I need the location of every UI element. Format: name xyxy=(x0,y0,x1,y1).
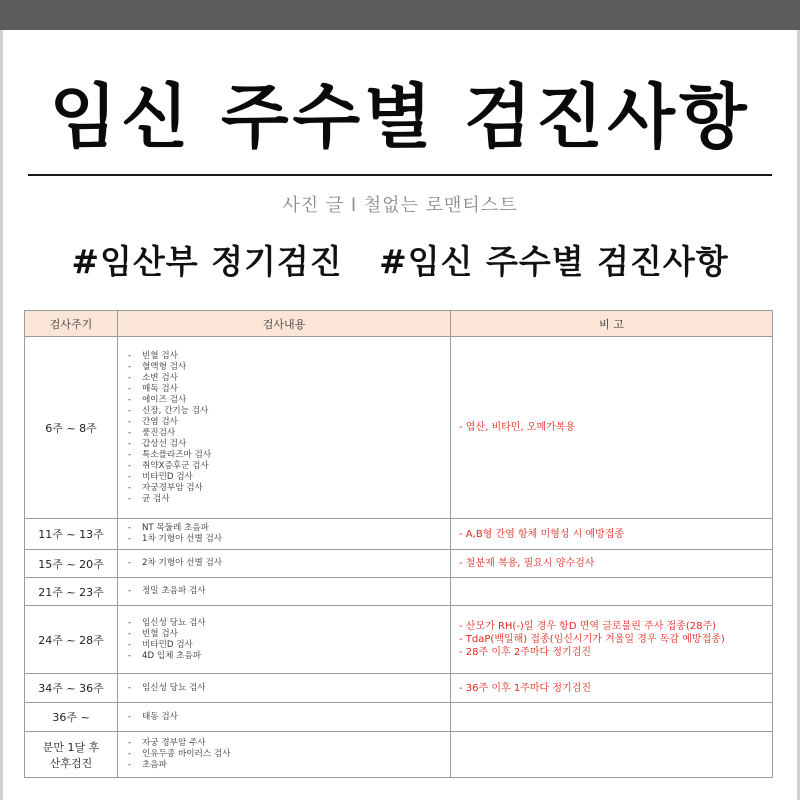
exam-list xyxy=(128,712,450,723)
notes-cell xyxy=(451,337,773,519)
exam-item: - 1차 기형아 선별 검사 xyxy=(128,534,450,545)
column-header-exams: 검사내용 xyxy=(118,311,451,337)
exam-item: - 임신성 당뇨 검사 xyxy=(128,683,450,694)
exam-item: - 태동 검사 xyxy=(128,712,450,723)
exam-item: - 간염 검사 xyxy=(128,417,450,428)
exam-list xyxy=(128,523,450,545)
exams-cell xyxy=(118,550,451,578)
exam-item: - 비타민D 검사 xyxy=(128,472,450,483)
top-bar xyxy=(0,0,800,30)
exam-list xyxy=(128,586,450,597)
period-cell xyxy=(25,519,118,550)
column-header-period: 검사주기 xyxy=(25,311,118,337)
exam-item: - 자궁경부암 검사 xyxy=(128,483,450,494)
note-list xyxy=(459,682,772,695)
exam-list xyxy=(128,558,450,569)
note-item: - 28주 이후 2주마다 정기검진 xyxy=(459,646,772,659)
note-item: - 철분제 복용, 필요시 양수검사 xyxy=(459,557,772,570)
note-list xyxy=(459,528,772,541)
period-cell xyxy=(25,578,118,606)
period-cell xyxy=(25,337,118,519)
period-label: 24주 ~ 28주 xyxy=(38,633,104,647)
period-label: 6주 ~ 8주 xyxy=(45,421,97,435)
note-item: - TdaP(백일해) 접종(임신시기가 겨울일 경우 독감 예방접종) xyxy=(459,633,772,646)
exam-list xyxy=(128,618,450,662)
exams-cell xyxy=(118,519,451,550)
exam-item: - 빈혈 검사 xyxy=(128,351,450,362)
period-label: 15주 ~ 20주 xyxy=(38,557,104,571)
period-label: 산후검진 xyxy=(49,756,93,770)
hashtag: #임신 주수별 검진사항 xyxy=(379,242,729,281)
exam-list xyxy=(128,683,450,694)
notes-cell xyxy=(451,550,773,578)
note-list xyxy=(459,557,772,570)
period-label: 11주 ~ 13주 xyxy=(38,528,104,541)
table-row xyxy=(25,337,773,519)
exams-cell xyxy=(118,578,451,606)
exams-cell xyxy=(118,606,451,674)
table-row xyxy=(25,732,773,778)
note-item: - 36주 이후 1주마다 정기검진 xyxy=(459,682,772,695)
exam-item: - 톡소플라즈마 검사 xyxy=(128,450,450,461)
note-list xyxy=(459,421,772,434)
column-header-notes: 비 고 xyxy=(451,311,773,337)
exam-item: - 빈혈 검사 xyxy=(128,629,450,640)
title-divider xyxy=(28,174,772,176)
exam-item: - 비타민D 검사 xyxy=(128,640,450,651)
notes-cell xyxy=(451,606,773,674)
note-list xyxy=(459,620,772,659)
photo-credit: 사진 글 l 철없는 로맨티스트 xyxy=(282,195,518,216)
notes-cell xyxy=(451,703,773,732)
exam-item: - 초음파 xyxy=(128,760,450,771)
exam-item: - 혈액형 검사 xyxy=(128,362,450,373)
exam-list xyxy=(128,351,450,505)
note-item: - 산모가 RH(-)일 경우 항D 면역 글로불린 주사 접종(28주) xyxy=(459,620,772,633)
exam-item: - 정밀 초음파 검사 xyxy=(128,586,450,597)
note-item: - 엽산, 비타민, 오메가복용 xyxy=(459,421,772,434)
exam-item: - 에이즈 검사 xyxy=(128,395,450,406)
page-title: 임신 주수별 검진사항 xyxy=(49,76,751,158)
exam-item: - 매독 검사 xyxy=(128,384,450,395)
exam-item: - 자궁 경부암 주사 xyxy=(128,738,450,749)
notes-cell xyxy=(451,674,773,703)
period-cell xyxy=(25,703,118,732)
exam-item: - 갑상선 검사 xyxy=(128,439,450,450)
notes-cell xyxy=(451,519,773,550)
exam-list xyxy=(128,738,450,771)
table-row xyxy=(25,550,773,578)
exam-item: - 취약X증후군 검사 xyxy=(128,461,450,472)
exams-cell xyxy=(118,703,451,732)
checkup-schedule-table xyxy=(24,310,773,778)
table-row xyxy=(25,674,773,703)
table-header-row xyxy=(25,311,773,337)
exam-item: - 소변 검사 xyxy=(128,373,450,384)
table-row xyxy=(25,703,773,732)
period-cell xyxy=(25,550,118,578)
exam-item: - 임신성 당뇨 검사 xyxy=(128,618,450,629)
exam-item: - 인유두종 바이러스 검사 xyxy=(128,749,450,760)
hashtag: #임산부 정기검진 xyxy=(71,242,343,281)
period-label: 21주 ~ 23주 xyxy=(38,585,104,599)
exam-item: - 풍진검사 xyxy=(128,428,450,439)
table-row xyxy=(25,578,773,606)
period-cell xyxy=(25,732,118,778)
note-item: - A,B형 간염 항체 미형성 시 예방접종 xyxy=(459,528,772,541)
table-row xyxy=(25,519,773,550)
exam-item: - 균 검사 xyxy=(128,494,450,505)
period-label: 34주 ~ 36주 xyxy=(38,682,104,695)
notes-cell xyxy=(451,578,773,606)
period-label: 분만 1달 후 xyxy=(42,740,100,754)
exams-cell xyxy=(118,337,451,519)
exams-cell xyxy=(118,732,451,778)
table-row xyxy=(25,606,773,674)
period-label: 36주 ~ xyxy=(52,711,90,724)
exam-item: - NT 목둘레 초음파 xyxy=(128,523,450,534)
notes-cell xyxy=(451,732,773,778)
period-cell xyxy=(25,606,118,674)
exam-item: - 2차 기형아 선별 검사 xyxy=(128,558,450,569)
hashtag-line xyxy=(0,236,800,283)
exam-item: - 4D 입체 초음파 xyxy=(128,651,450,662)
period-cell xyxy=(25,674,118,703)
exams-cell xyxy=(118,674,451,703)
exam-item: - 신장, 간기능 검사 xyxy=(128,406,450,417)
